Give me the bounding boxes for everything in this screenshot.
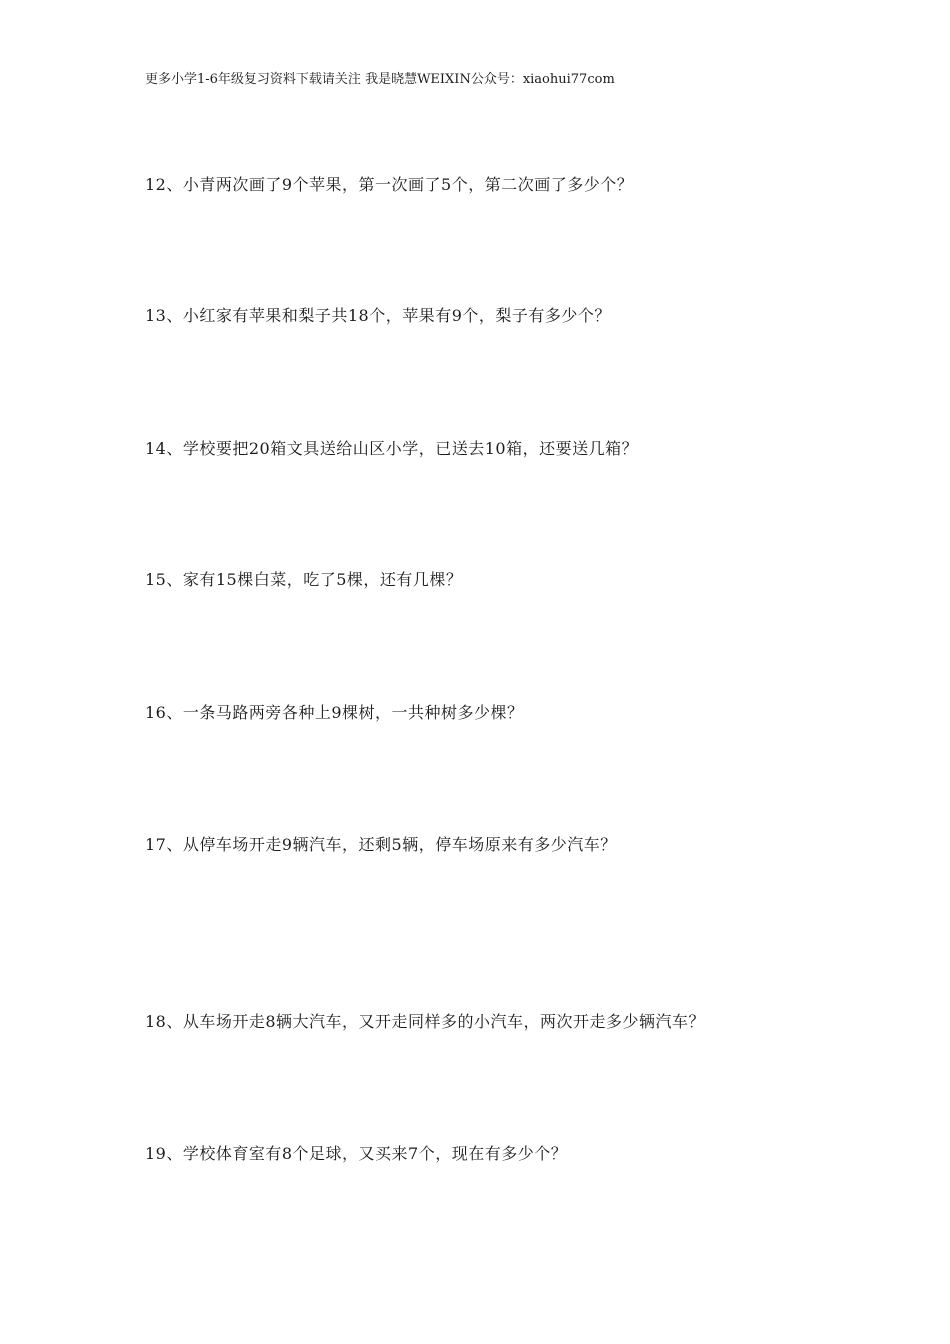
header-note: 更多小学1-6年级复习资料下载请关注 我是晓慧WEIXIN公众号：xiaohui77com [145, 72, 615, 87]
question-14: 14、学校要把20箱文具送给山区小学，已送去10箱，还要送几箱？ [145, 439, 639, 458]
question-17: 17、从停车场开走9辆汽车，还剩5辆，停车场原来有多少汽车？ [145, 835, 617, 854]
question-16: 16、一条马路两旁各种上9棵树，一共种树多少棵？ [145, 703, 524, 722]
question-13: 13、小红家有苹果和梨子共18个，苹果有9个，梨子有多少个？ [145, 306, 611, 325]
question-15: 15、家有15棵白菜，吃了5棵，还有几棵？ [145, 570, 463, 589]
question-18: 18、从车场开走8辆大汽车，又开走同样多的小汽车，两次开走多少辆汽车？ [145, 1012, 706, 1031]
question-19: 19、学校体育室有8个足球，又买来7个，现在有多少个？ [145, 1144, 568, 1163]
question-12: 12、小青两次画了9个苹果，第一次画了5个，第二次画了多少个？ [145, 175, 634, 194]
